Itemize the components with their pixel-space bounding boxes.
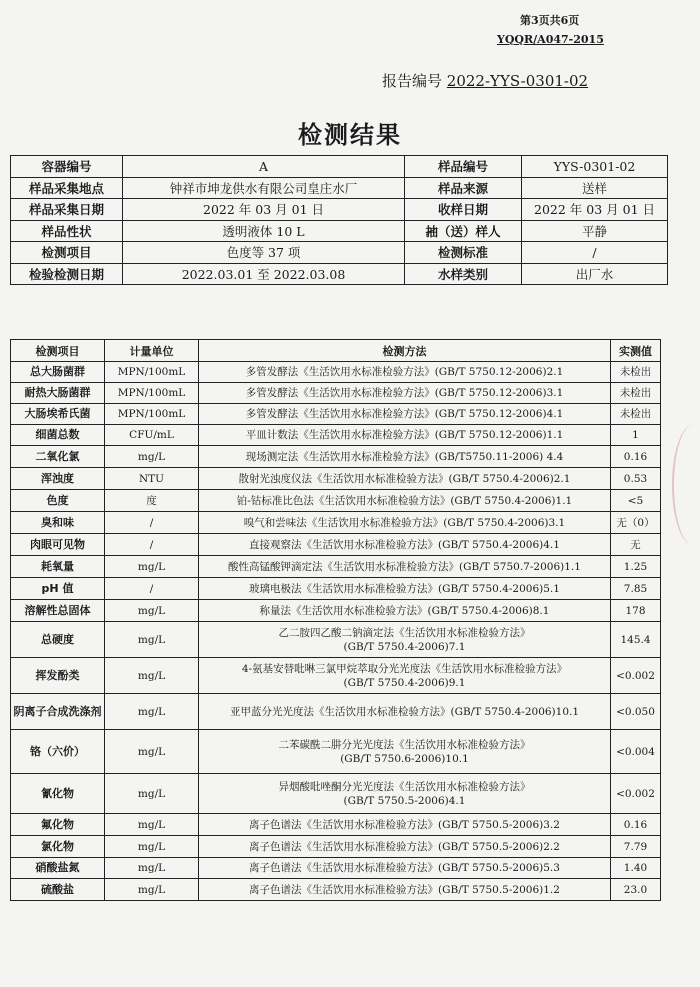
table-row bbox=[11, 622, 661, 658]
method-text-standard: (GB/T 5750.4-2006)7.1 bbox=[343, 640, 466, 653]
sender-label bbox=[405, 220, 522, 242]
item-name: 二氧化氯 bbox=[11, 446, 105, 468]
table-row bbox=[11, 425, 661, 446]
item-name: 细菌总数 bbox=[11, 425, 105, 446]
sample-no: YYS-0301-02 bbox=[522, 156, 668, 178]
unit: mg/L bbox=[105, 622, 199, 658]
header-method: 检测方法 bbox=[199, 340, 611, 362]
measured-value: 无（0） bbox=[611, 512, 661, 534]
source: 送样 bbox=[522, 177, 668, 199]
item-name: 大肠埃希氏菌 bbox=[11, 404, 105, 425]
date-range: 2022.03.01 至 2022.03.08 bbox=[123, 263, 405, 285]
method bbox=[199, 512, 611, 534]
item-name: 耐热大肠菌群 bbox=[11, 383, 105, 404]
sender: 平静 bbox=[522, 220, 668, 242]
table-row bbox=[11, 879, 661, 901]
item-name: 臭和味 bbox=[11, 512, 105, 534]
table-row bbox=[11, 383, 661, 404]
table-row bbox=[11, 512, 661, 534]
measured-value: 0.16 bbox=[611, 814, 661, 836]
unit: mg/L bbox=[105, 658, 199, 694]
method-text: 酸性高锰酸钾滴定法《生活饮用水标准检验方法》(GB/T 5750.7-2006)1.1 bbox=[228, 560, 581, 573]
item-name: 总大肠菌群 bbox=[11, 362, 105, 383]
method bbox=[199, 600, 611, 622]
table-row bbox=[11, 578, 661, 600]
report-number-line bbox=[382, 70, 588, 91]
unit: 度 bbox=[105, 490, 199, 512]
standard: / bbox=[522, 242, 668, 264]
nature-label: 样品性状 bbox=[11, 220, 123, 242]
unit: mg/L bbox=[105, 814, 199, 836]
container-no-label: 容器编号 bbox=[11, 156, 123, 178]
table-row bbox=[11, 468, 661, 490]
water-type-label: 水样类别 bbox=[405, 263, 522, 285]
measured-value: <5 bbox=[611, 490, 661, 512]
method-text: 玻璃电极法《生活饮用水标准检验方法》(GB/T 5750.4-2006)5.1 bbox=[249, 582, 560, 595]
header-unit: 计量单位 bbox=[105, 340, 199, 362]
measured-value: 1.25 bbox=[611, 556, 661, 578]
method-text-standard: (GB/T 5750.6-2006)10.1 bbox=[340, 752, 469, 765]
method bbox=[199, 362, 611, 383]
unit: mg/L bbox=[105, 446, 199, 468]
table-row bbox=[11, 446, 661, 468]
unit: / bbox=[105, 512, 199, 534]
unit: / bbox=[105, 578, 199, 600]
method-text: 二苯碳酰二肼分光光度法《生活饮用水标准检验方法》 bbox=[278, 738, 531, 751]
source-label: 样品来源 bbox=[405, 177, 522, 199]
unit: mg/L bbox=[105, 858, 199, 879]
method bbox=[199, 658, 611, 694]
method bbox=[199, 446, 611, 468]
unit: mg/L bbox=[105, 774, 199, 814]
unit: mg/L bbox=[105, 600, 199, 622]
method-text-standard: (GB/T 5750.5-2006)4.1 bbox=[343, 794, 466, 807]
measured-value: 未检出 bbox=[611, 404, 661, 425]
container-no: A bbox=[123, 156, 405, 178]
sample-no-label: 样品编号 bbox=[405, 156, 522, 178]
method bbox=[199, 858, 611, 879]
measured-value: 0.53 bbox=[611, 468, 661, 490]
method bbox=[199, 814, 611, 836]
measured-value: <0.050 bbox=[611, 694, 661, 730]
item-name: 溶解性总固体 bbox=[11, 600, 105, 622]
receive-date-label: 收样日期 bbox=[405, 199, 522, 221]
unit: mg/L bbox=[105, 694, 199, 730]
table-row bbox=[11, 556, 661, 578]
sender-label-struck: 抽 bbox=[425, 223, 438, 239]
method-text: 离子色谱法《生活饮用水标准检验方法》(GB/T 5750.5-2006)2.2 bbox=[249, 840, 560, 853]
table-row bbox=[11, 600, 661, 622]
item-name: 氯化物 bbox=[11, 836, 105, 858]
method-text: 多管发酵法《生活饮用水标准检验方法》(GB/T 5750.12-2006)2.1 bbox=[245, 366, 564, 378]
sample-info-table bbox=[10, 155, 668, 285]
header-value: 实测值 bbox=[611, 340, 661, 362]
method-text: 4-氨基安替吡啉三氯甲烷萃取分光光度法《生活饮用水标准检验方法》 bbox=[241, 662, 568, 675]
measured-value: 未检出 bbox=[611, 362, 661, 383]
item-name: 浑浊度 bbox=[11, 468, 105, 490]
method-text: 离子色谱法《生活饮用水标准检验方法》(GB/T 5750.5-2006)3.2 bbox=[249, 818, 560, 831]
measured-value: 7.85 bbox=[611, 578, 661, 600]
date-range-label: 检验检测日期 bbox=[11, 263, 123, 285]
measured-value: 145.4 bbox=[611, 622, 661, 658]
table-row bbox=[11, 534, 661, 556]
report-number-label: 报告编号 bbox=[382, 72, 443, 90]
method bbox=[199, 730, 611, 774]
results-table bbox=[10, 339, 661, 901]
method-text: 乙二胺四乙酸二钠滴定法《生活饮用水标准检验方法》 bbox=[278, 626, 531, 639]
method bbox=[199, 383, 611, 404]
measured-value: 23.0 bbox=[611, 879, 661, 901]
location: 钟祥市坤龙供水有限公司皇庄水厂 bbox=[123, 177, 405, 199]
header-item: 检测项目 bbox=[11, 340, 105, 362]
unit: mg/L bbox=[105, 836, 199, 858]
method bbox=[199, 879, 611, 901]
measured-value: <0.002 bbox=[611, 658, 661, 694]
table-row bbox=[11, 836, 661, 858]
collect-date: 2022 年 03 月 01 日 bbox=[123, 199, 405, 221]
method-text: 直接观察法《生活饮用水标准检验方法》(GB/T 5750.4-2006)4.1 bbox=[249, 538, 560, 551]
method-text: 亚甲蓝分光光度法《生活饮用水标准检验方法》(GB/T 5750.4-2006)10.1 bbox=[229, 705, 580, 718]
table-row bbox=[11, 490, 661, 512]
method-text: 异烟酸吡唑酮分光光度法《生活饮用水标准检验方法》 bbox=[278, 780, 531, 793]
table-row bbox=[11, 362, 661, 383]
unit: / bbox=[105, 534, 199, 556]
method-text: 多管发酵法《生活饮用水标准检验方法》(GB/T 5750.12-2006)4.1 bbox=[245, 408, 564, 420]
table-row bbox=[11, 694, 661, 730]
method bbox=[199, 404, 611, 425]
measured-value: 1.40 bbox=[611, 858, 661, 879]
table-row bbox=[11, 774, 661, 814]
unit: MPN/100mL bbox=[105, 362, 199, 383]
seal-stamp bbox=[672, 425, 700, 545]
method-text: 现场测定法《生活饮用水标准检验方法》(GB/T5750.11-2006) 4.4 bbox=[245, 450, 564, 463]
item-name: 肉眼可见物 bbox=[11, 534, 105, 556]
unit: mg/L bbox=[105, 556, 199, 578]
water-type: 出厂水 bbox=[522, 263, 668, 285]
item-name: pH 值 bbox=[11, 578, 105, 600]
items: 色度等 37 项 bbox=[123, 242, 405, 264]
measured-value: 1 bbox=[611, 425, 661, 446]
form-code: YQQR/A047-2015 bbox=[497, 33, 604, 46]
measured-value: 未检出 bbox=[611, 383, 661, 404]
location-label: 样品采集地点 bbox=[11, 177, 123, 199]
item-name: 氰化物 bbox=[11, 774, 105, 814]
unit: NTU bbox=[105, 468, 199, 490]
table-row bbox=[11, 658, 661, 694]
method-text: 多管发酵法《生活饮用水标准检验方法》(GB/T 5750.12-2006)3.1 bbox=[245, 387, 564, 399]
table-row bbox=[11, 730, 661, 774]
method bbox=[199, 836, 611, 858]
method-text: 散射光浊度仪法《生活饮用水标准检验方法》(GB/T 5750.4-2006)2.1 bbox=[238, 472, 571, 485]
table-row bbox=[11, 404, 661, 425]
method-text: 嗅气和尝味法《生活饮用水标准检验方法》(GB/T 5750.4-2006)3.1 bbox=[243, 516, 566, 529]
measured-value: 178 bbox=[611, 600, 661, 622]
method bbox=[199, 556, 611, 578]
item-name: 总硬度 bbox=[11, 622, 105, 658]
method-text: 称量法《生活饮用水标准检验方法》(GB/T 5750.4-2006)8.1 bbox=[259, 604, 550, 617]
method bbox=[199, 425, 611, 446]
item-name: 阴离子合成洗涤剂 bbox=[11, 694, 105, 730]
report-number: 2022-YYS-0301-02 bbox=[446, 72, 589, 90]
measured-value: 7.79 bbox=[611, 836, 661, 858]
page-number: 第3页共6页 bbox=[520, 14, 580, 27]
method bbox=[199, 534, 611, 556]
measured-value: 0.16 bbox=[611, 446, 661, 468]
measured-value: 无 bbox=[611, 534, 661, 556]
method-text: 离子色谱法《生活饮用水标准检验方法》(GB/T 5750.5-2006)1.2 bbox=[249, 883, 560, 896]
measured-value: <0.002 bbox=[611, 774, 661, 814]
method bbox=[199, 468, 611, 490]
receive-date: 2022 年 03 月 01 日 bbox=[522, 199, 668, 221]
method-text: 铂-钴标准比色法《生活饮用水标准检验方法》(GB/T 5750.4-2006)1.1 bbox=[236, 494, 573, 507]
item-name: 铬（六价） bbox=[11, 730, 105, 774]
method-text: 离子色谱法《生活饮用水标准检验方法》(GB/T 5750.5-2006)5.3 bbox=[249, 862, 560, 874]
method-text: 平皿计数法《生活饮用水标准检验方法》(GB/T 5750.12-2006)1.1 bbox=[245, 429, 564, 441]
standard-label: 检测标准 bbox=[405, 242, 522, 264]
unit: MPN/100mL bbox=[105, 404, 199, 425]
results-body bbox=[11, 362, 661, 901]
unit: mg/L bbox=[105, 730, 199, 774]
page-title: 检测结果 bbox=[298, 121, 402, 149]
method bbox=[199, 774, 611, 814]
method bbox=[199, 694, 611, 730]
collect-date-label: 样品采集日期 bbox=[11, 199, 123, 221]
method bbox=[199, 578, 611, 600]
item-name: 色度 bbox=[11, 490, 105, 512]
item-name: 挥发酚类 bbox=[11, 658, 105, 694]
items-label: 检测项目 bbox=[11, 242, 123, 264]
item-name: 硝酸盐氮 bbox=[11, 858, 105, 879]
method bbox=[199, 490, 611, 512]
method bbox=[199, 622, 611, 658]
unit: CFU/mL bbox=[105, 425, 199, 446]
method-text-standard: (GB/T 5750.4-2006)9.1 bbox=[343, 676, 466, 689]
item-name: 氟化物 bbox=[11, 814, 105, 836]
sender-label-rest: （送）样人 bbox=[438, 223, 501, 239]
unit: MPN/100mL bbox=[105, 383, 199, 404]
nature: 透明液体 10 L bbox=[123, 220, 405, 242]
table-row bbox=[11, 858, 661, 879]
item-name: 硫酸盐 bbox=[11, 879, 105, 901]
unit: mg/L bbox=[105, 879, 199, 901]
table-row bbox=[11, 814, 661, 836]
measured-value: <0.004 bbox=[611, 730, 661, 774]
item-name: 耗氧量 bbox=[11, 556, 105, 578]
